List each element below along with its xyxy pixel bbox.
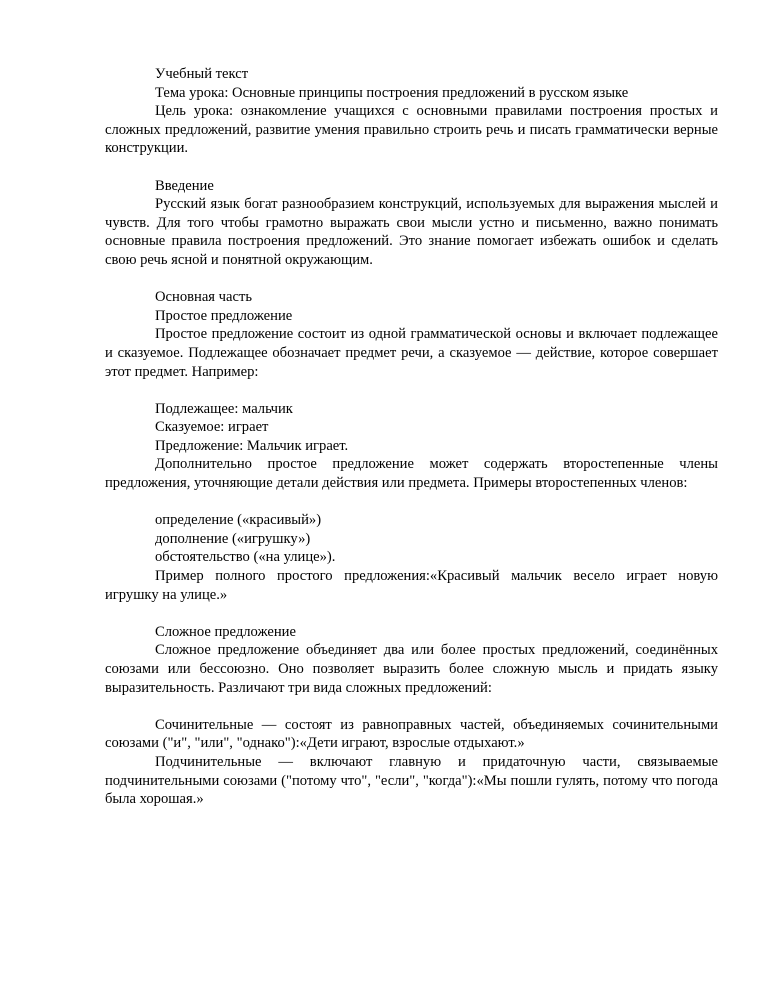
lesson-goal-paragraph: Цель урока: ознакомление учащихся с основными правилами построения простых и сложных предложений, развитие умения правильно строить речь и писать грамматически верные конструкции.	[105, 103, 718, 157]
attribute-example-line: определение («красивый»)	[155, 512, 322, 529]
introduction-block	[105, 177, 718, 270]
coordinating-type-paragraph: Сочинительные — состоят из равноправных частей, объединяемых сочинительными союзами ("и", "или", "однако"):«Дети играют, взрослые отдыхают.»	[105, 716, 718, 752]
lesson-topic-line: Тема урока: Основные принципы построения предложений в русском языке	[155, 84, 629, 101]
complex-sentence-definition: Сложное предложение объединяет два или более простых предложений, соединённых союзами или бессоюзно. Оно позволяет выразить более сложную мысль и придать языку выразительность. Различают три вида сложных предложений:	[105, 642, 718, 696]
document-text-body	[105, 65, 718, 809]
simple-sentence-definition: Простое предложение состоит из одной грамматической основы и включает подлежащее и сказуемое. Подлежащее обозначает предмет речи, а сказуемое — действие, которое совершает этот предмет. Например:	[105, 326, 718, 380]
main-part-block	[105, 288, 718, 381]
simple-sentence-example-block	[105, 400, 718, 493]
simple-sentence-heading: Простое предложение	[155, 307, 293, 324]
object-example-line: дополнение («игрушку»)	[155, 530, 311, 547]
introduction-paragraph: Русский язык богат разнообразием конструкций, используемых для выражения мыслей и чувств. Для того чтобы грамотно выражать свои мысли устно и письменно, важно понимать основные правила построения предложений. Это знание помогает избежать ошибок и сделать свою речь ясной и понятной окружающим.	[105, 196, 718, 268]
introduction-heading: Введение	[155, 177, 214, 194]
predicate-example-line: Сказуемое: играет	[155, 419, 269, 436]
secondary-members-intro-paragraph: Дополнительно простое предложение может содержать второстепенные члены предложения, уточняющие детали действия или предмета. Примеры второстепенных членов:	[105, 456, 718, 492]
complex-sentence-block	[105, 623, 718, 697]
complex-sentence-heading: Сложное предложение	[155, 623, 296, 640]
sentence-example-line: Предложение: Мальчик играет.	[155, 437, 349, 454]
adverbial-example-line: обстоятельство («на улице»).	[155, 549, 336, 566]
subordinating-type-paragraph: Подчинительные — включают главную и придаточную части, связываемые подчинительными союзами ("потому что", "если", "когда"):«Мы пошли гулять, потому что погода была хорошая.»	[105, 753, 718, 808]
complex-sentence-types-block	[105, 716, 718, 809]
full-simple-sentence-example-paragraph: Пример полного простого предложения:«Красивый мальчик весело играет новую игрушку на улице.»	[105, 568, 718, 603]
main-part-heading: Основная часть	[155, 289, 252, 306]
secondary-members-block	[105, 511, 718, 604]
document-title-line: Учебный текст	[155, 66, 249, 82]
header-block	[105, 65, 718, 158]
subject-example-line: Подлежащее: мальчик	[155, 400, 293, 417]
